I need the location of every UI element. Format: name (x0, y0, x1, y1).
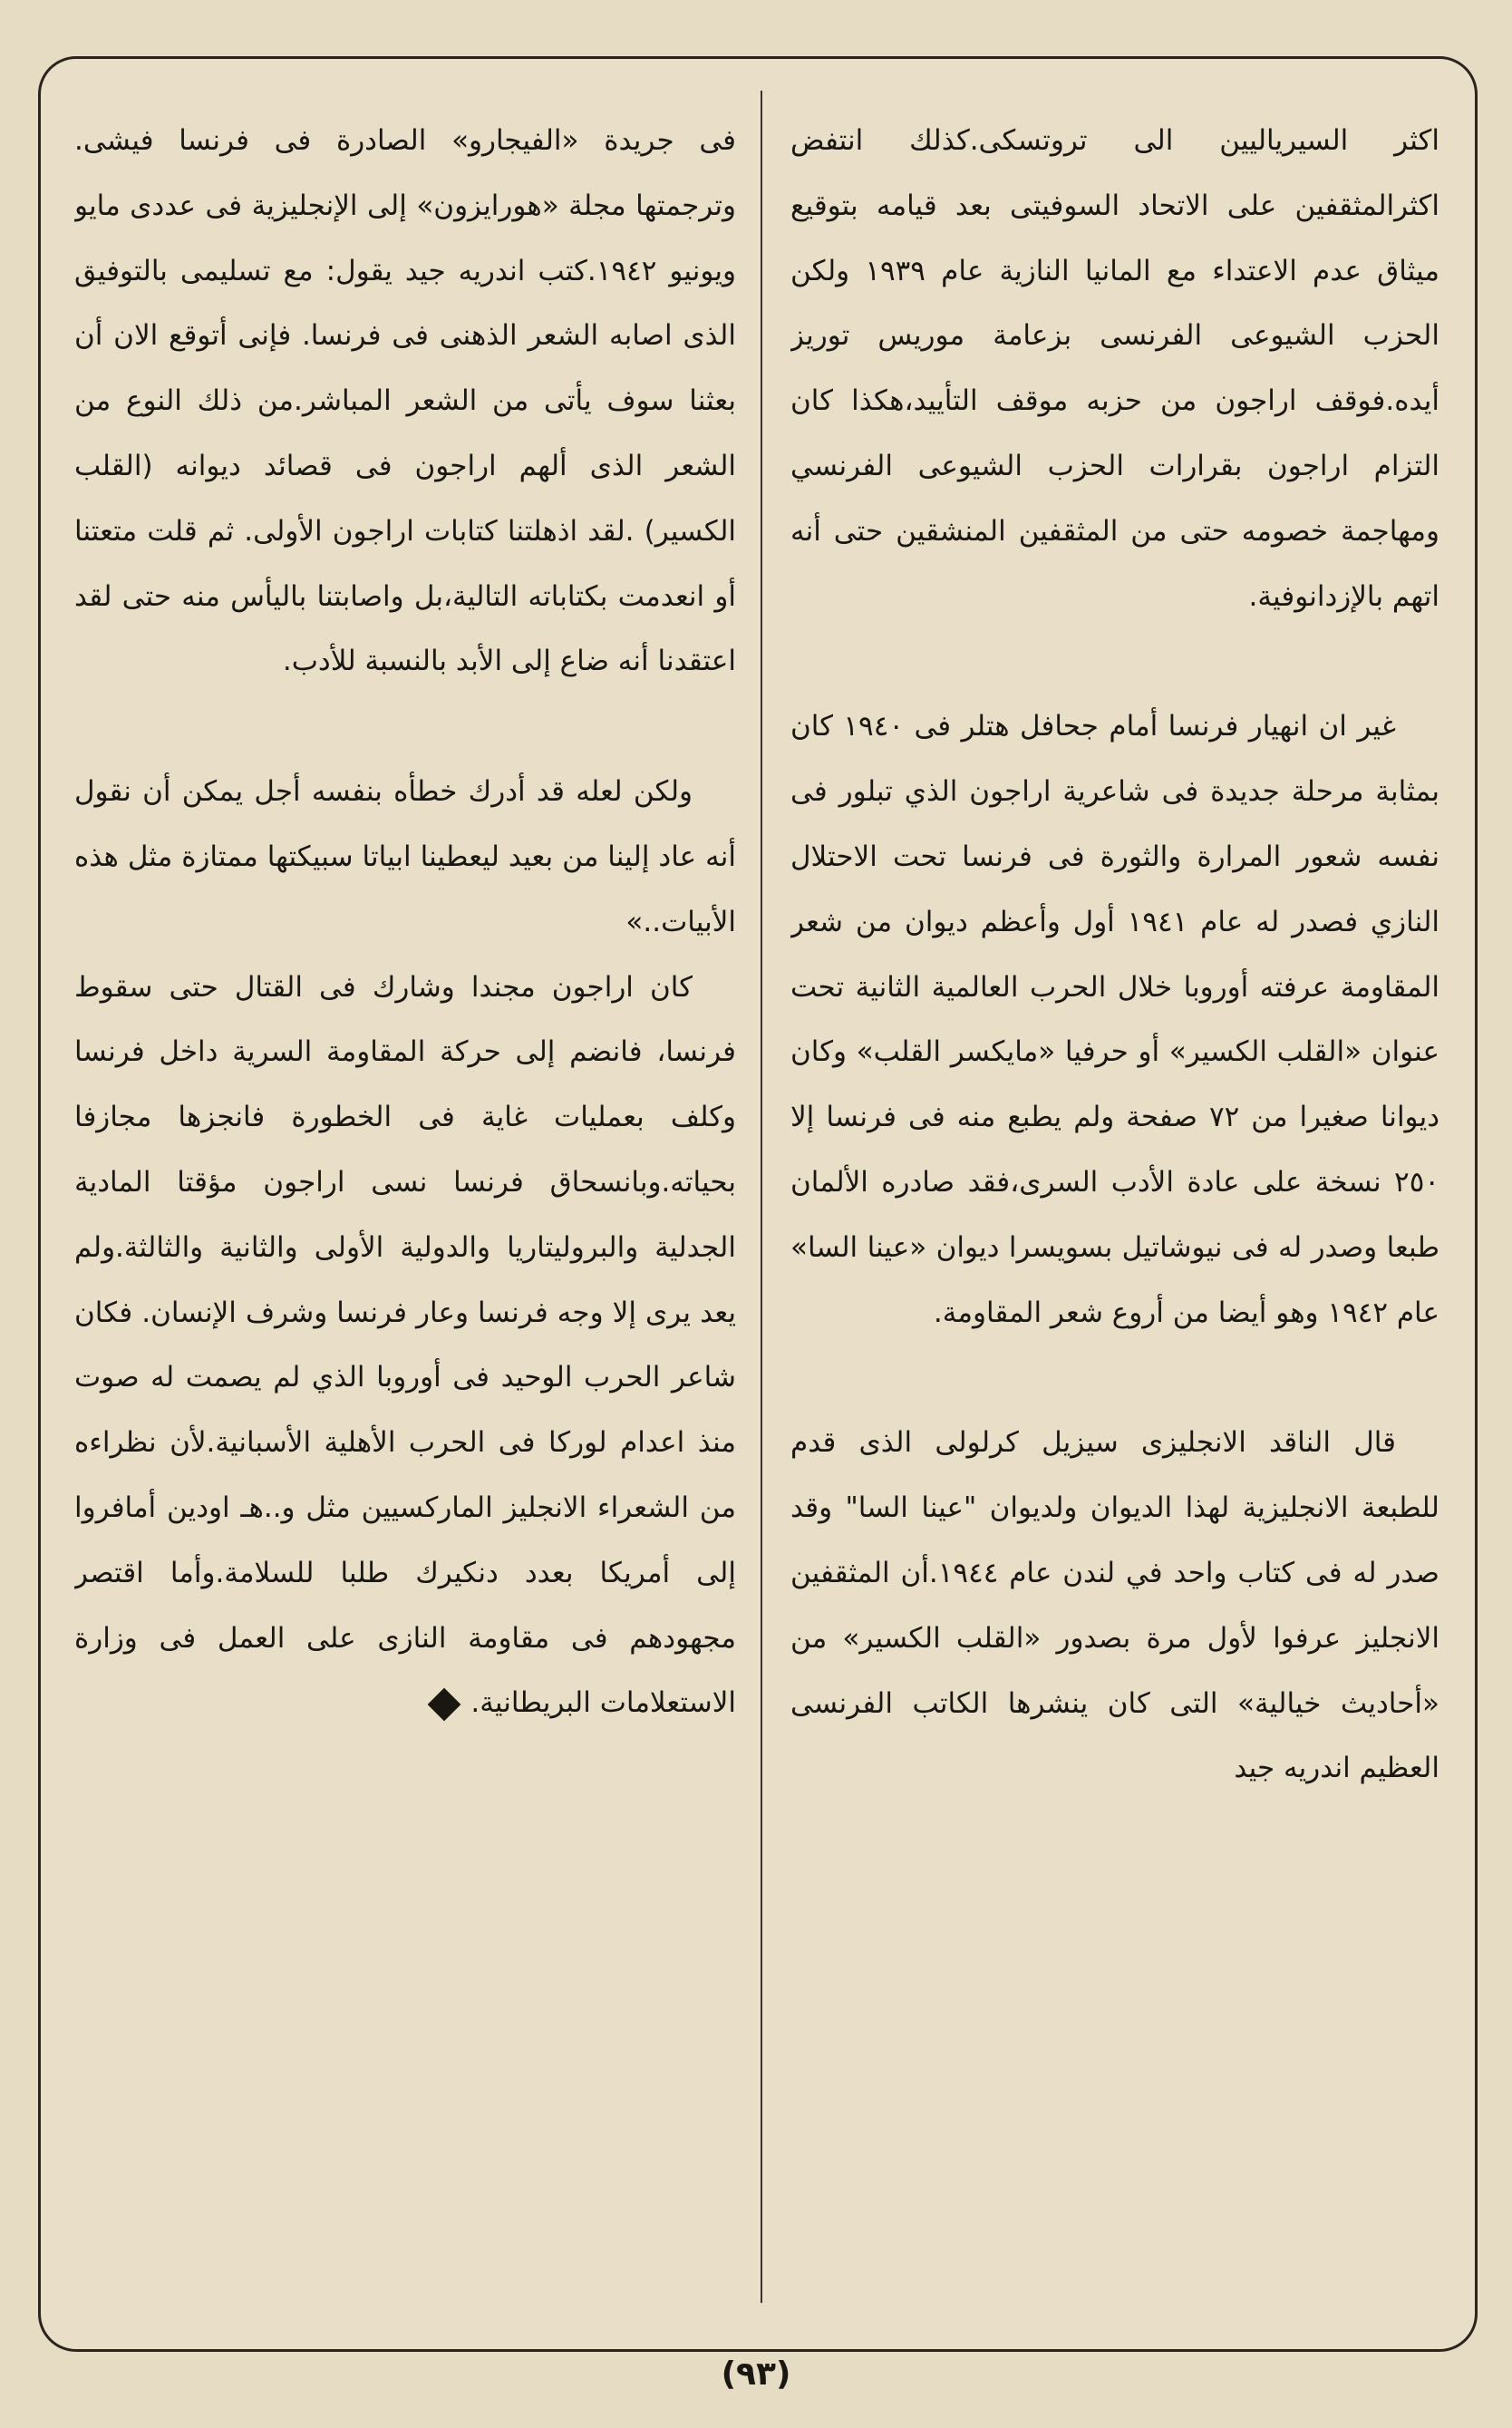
paragraph-gap (74, 694, 736, 760)
page-number: (٩٣) (721, 2355, 791, 2393)
right-column (790, 109, 1439, 2285)
paragraph-gap (790, 1345, 1439, 1411)
end-of-article-diamond-icon (428, 1687, 461, 1721)
column-divider (761, 91, 762, 2303)
paragraph-mistake-text: ولكن لعله قد أدرك خطأه بنفسه أجل يمكن أن نقول أنه عاد إلينا من بعيد ليعطينا ابياتا سبيكتها ممتازة مثل هذه الأبيات..» (74, 775, 736, 938)
paragraph-fall-of-france (790, 694, 1439, 1345)
paragraph-stalin-pact: اكثر السيرياليين الى تروتسكى.كذلك انتفض اكثرالمثقفين على الاتحاد السوفيتى بعد قيامه بتوقيع ميثاق عدم الاعتداء مع المانيا النازية عام ١٩٣٩ ولكن الحزب الشيوعى الفرنسى بزعامة موريس توريز أيده.فوقف اراجون من حزبه موقف التأييد،هكذا كان التزام اراجون بقرارات الحزب الشيوعى الفرنسي ومهاجمة خصومه حتى من المثقفين المنشقين حتى أنه اتهم بالإزدانوفية. (790, 124, 1439, 613)
paragraph-gide-quote: فى جريدة «الفيجارو» الصادرة فى فرنسا فيشى. وترجمتها مجلة «هورايزون» إلى الإنجليزية فى عددى مايو ويونيو ١٩٤٢.كتب اندريه جيد يقول: مع تسليمى بالتوفيق الذى اصابه الشعر الذهنى فى فرنسا. فإنى أتوقع الان أن بعثنا سوف يأتى من الشعر المباشر.من ذلك النوع من الشعر الذى ألهم اراجون فى قصائد ديوانه (القلب الكسير) .لقد اذهلتنا كتابات اراجون الأولى. ثم قلت متعتنا أو انعدمت بكتاباته التالية،بل واصابتنا باليأس منه حتى لقد اعتقدنا أنه ضاع إلى الأبد بالنسبة للأدب. (74, 124, 736, 678)
paragraph-mistake (74, 760, 736, 955)
paragraph-fall-of-france-text: غير ان انهيار فرنسا أمام جحافل هتلر فى ١٩٤٠ كان بمثابة مرحلة جديدة فى شاعرية اراجون الذي تبلور فى نفسه شعور المرارة والثورة فى فرنسا تحت الاحتلال النازي فصدر له عام ١٩٤١ أول وأعظم ديوان من شعر المقاومة عرفته أوروبا خلال الحرب العالمية الثانية تحت عنوان «القلب الكسير» أو حرفيا «مايكسر القلب» وكان ديوانا صغيرا من ٧٢ صفحة ولم يطبع منه فى فرنسا إلا ٢٥٠ نسخة على عادة الأدب السرى،فقد صادره الألمان طبعا وصدر له فى نيوشاتيل بسويسرا ديوان «عينا السا» عام ١٩٤٢ وهو أيضا من أروع شعر المقاومة. (790, 710, 1439, 1329)
paragraph-gap (790, 629, 1439, 694)
left-column (74, 109, 736, 2285)
paragraph-resistance (74, 956, 736, 1737)
paragraph-english-critic-text: قال الناقد الانجليزى سيزيل كرلولى الذى قدم للطبعة الانجليزية لهذا الديوان ولديوان "عينا السا" وقد صدر له فى كتاب واحد في لندن عام ١٩٤٤.أن المثقفين الانجليز عرفوا لأول مرة بصدور «القلب الكسير» من «أحاديث خيالية» التى كان ينشرها الكاتب الفرنسى العظيم اندريه جيد (790, 1426, 1439, 1785)
paragraph-resistance-text: كان اراجون مجندا وشارك فى القتال حتى سقوط فرنسا، فانضم إلى حركة المقاومة السرية داخل فرنسا وكلف بعمليات غاية فى الخطورة فانجزها مجازفا بحياته.وبانسحاق فرنسا نسى اراجون مؤقتا المادية الجدلية والبروليتاريا والدولية الأولى والثانية والثالثة.ولم يعد يرى إلا وجه فرنسا وعار فرنسا وشرف الإنسان. فكان شاعر الحرب الوحيد فى أوروبا الذي لم يصمت له صوت منذ اعدام لوركا فى الحرب الأهلية الأسبانية.لأن نظراءه من الشعراء الانجليز الماركسيين مثل و..هـ اودين أمافروا إلى أمريكا بعدد دنكيرك طلبا للسلامة.وأما اقتصر مجهودهم فى مقاومة النازى على العمل فى وزارة الاستعلامات البريطانية. (74, 970, 736, 1720)
paragraph-english-critic (790, 1411, 1439, 1802)
